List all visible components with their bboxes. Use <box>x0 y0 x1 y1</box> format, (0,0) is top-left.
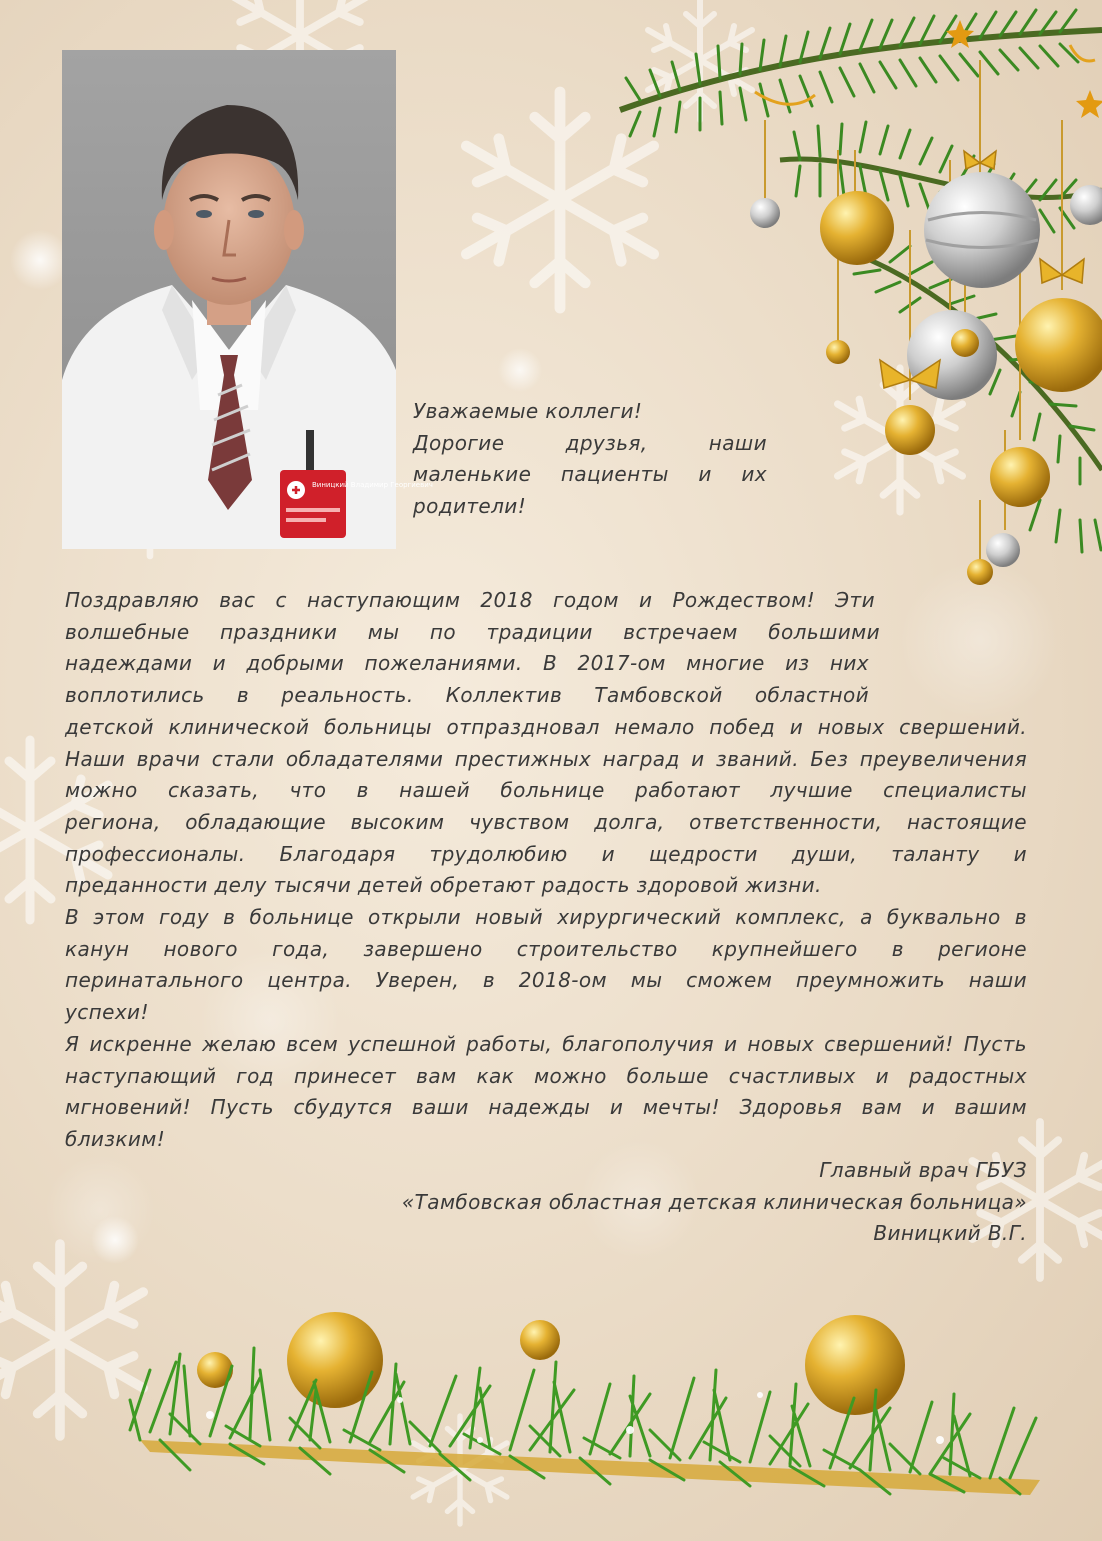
greeting-line: Дорогие друзья, наши <box>413 430 767 455</box>
signature-name: Виницкий В.Г. <box>873 1221 1027 1246</box>
body-line: успехи! <box>65 1000 149 1025</box>
body-line: региона, обладающие высоким чувством долга, ответственности, настоящие <box>65 809 1027 834</box>
body-line: перинатального центра. Уверен, в 2018-ом мы сможем преумножить наши <box>65 968 1027 993</box>
body-line: Наши врачи стали обладателями престижных наград и званий. Без преувеличения <box>65 746 1027 771</box>
body-line: надеждами и добрыми пожеланиями. В 2017-ом многие из них <box>65 651 869 676</box>
ornaments <box>750 20 1102 585</box>
signature-organization: «Тамбовская областная детская клиническая больница» <box>401 1189 1027 1214</box>
body-line: детской клинической больницы отпраздновал немало побед и новых свершений. <box>65 714 1027 739</box>
greeting <box>413 396 767 523</box>
letter-body <box>65 585 1027 1156</box>
body-line: профессионалы. Благодаря трудолюбию и щедрости души, таланту и <box>65 841 1027 866</box>
signature-position: Главный врач ГБУЗ <box>819 1158 1027 1182</box>
body-line: В этом году в больнице открыли новый хирургический комплекс, а буквально в <box>65 905 1027 930</box>
bottom-garland <box>130 1312 1040 1495</box>
body-line: мгновений! Пусть сбудутся ваши надежды и мечты! Здоровья вам и вашим <box>65 1095 1027 1120</box>
body-line: волшебные праздники мы по традиции встречаем большими <box>65 619 880 644</box>
body-line: преданности делу тысячи детей обретают радость здоровой жизни. <box>65 873 822 898</box>
body-line: Я искренне желаю всем успешной работы, благополучия и новых свершений! Пусть <box>65 1031 1027 1056</box>
body-line: можно сказать, что в нашей больнице работают лучшие специалисты <box>65 778 1027 803</box>
body-line: Поздравляю вас с наступающим 2018 годом и Рождеством! Эти <box>65 588 875 612</box>
body-line: близким! <box>65 1126 166 1151</box>
doctor-photo <box>62 50 433 549</box>
signature <box>402 1155 1027 1250</box>
greeting-line: родители! <box>413 494 527 519</box>
greeting-line: Уважаемые коллеги! <box>413 399 643 423</box>
body-line: наступающий год принесет вам как можно больше счастливых и радостных <box>65 1063 1027 1088</box>
body-line: воплотились в реальность. Коллектив Тамбовской областной <box>65 683 869 708</box>
greeting-line: маленькие пациенты и их <box>413 462 767 487</box>
body-line: канун нового года, завершено строительство крупнейшего в регионе <box>65 936 1027 961</box>
badge-name: Виницкий Владимир Георгиевич <box>312 481 433 489</box>
